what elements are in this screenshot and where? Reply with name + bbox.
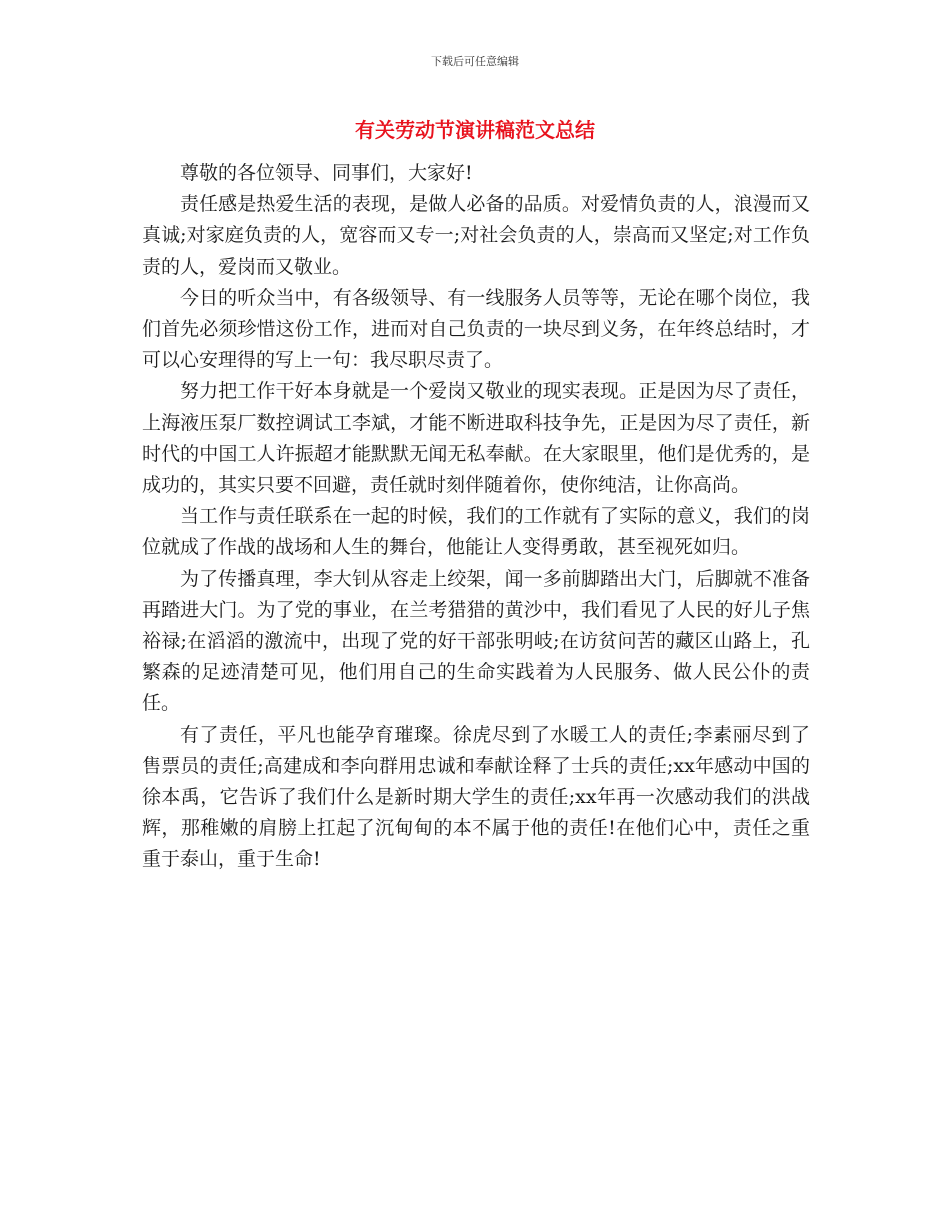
paragraph-audience: 今日的听众当中，有各级领导、有一线服务人员等等，无论在哪个岗位，我们首先必须珍惜这份工作，进而对自己负责的一块尽到义务，在年终总结时，才可以心安理得的写上一句：我尽职尽责了。: [142, 286, 810, 372]
header-note: 下载后可任意编辑: [431, 55, 519, 68]
document-body: [142, 158, 810, 876]
document-title: 有关劳动节演讲稿范文总结: [355, 118, 595, 142]
paragraph-responsibility: 责任感是热爱生活的表现，是做人必备的品质。对爱情负责的人，浪漫而又真诚;对家庭负责的人，宽容而又专一;对社会负责的人，崇高而又坚定;对工作负责的人，爱岗而又敬业。: [142, 193, 810, 278]
paragraph-work-meaning: 当工作与责任联系在一起的时候，我们的工作就有了实际的意义，我们的岗位就成了作战的战场和人生的舞台，他能让人变得勇敢，甚至视死如归。: [142, 505, 810, 559]
paragraph-greeting: 尊敬的各位领导、同事们，大家好!: [180, 162, 473, 184]
paragraph-examples-modern: 有了责任，平凡也能孕育璀璨。徐虎尽到了水暖工人的责任;李素丽尽到了售票员的责任;高建成和李向群用忠诚和奉献诠释了士兵的责任;xx年感动中国的徐本禹，它告诉了我们什么是新时期大学生的责任;xx年再一次感动我们的洪战辉，那稚嫩的肩膀上扛起了沉甸甸的本不属于他的责任!在他们心中，责任之重重于泰山，重于生命!: [142, 723, 810, 871]
paragraph-examples-history: 为了传播真理，李大钊从容走上绞架，闻一多前脚踏出大门，后脚就不准备再踏进大门。为了党的事业，在兰考猎猎的黄沙中，我们看见了人民的好儿子焦裕禄;在滔滔的激流中，出现了党的好干部张明岐;在访贫问苦的藏区山路上，孔繁森的足迹清楚可见，他们用自己的生命实践着为人民服务、做人民公仆的责任。: [142, 567, 810, 715]
paragraph-effort: 努力把工作干好本身就是一个爱岗又敬业的现实表现。正是因为尽了责任，上海液压泵厂数控调试工李斌，才能不断进取科技争先，正是因为尽了责任，新时代的中国工人许振超才能默默无闻无私奉献。在大家眼里，他们是优秀的，是成功的，其实只要不回避，责任就时刻伴随着你，使你纯洁，让你高尚。: [142, 380, 810, 497]
